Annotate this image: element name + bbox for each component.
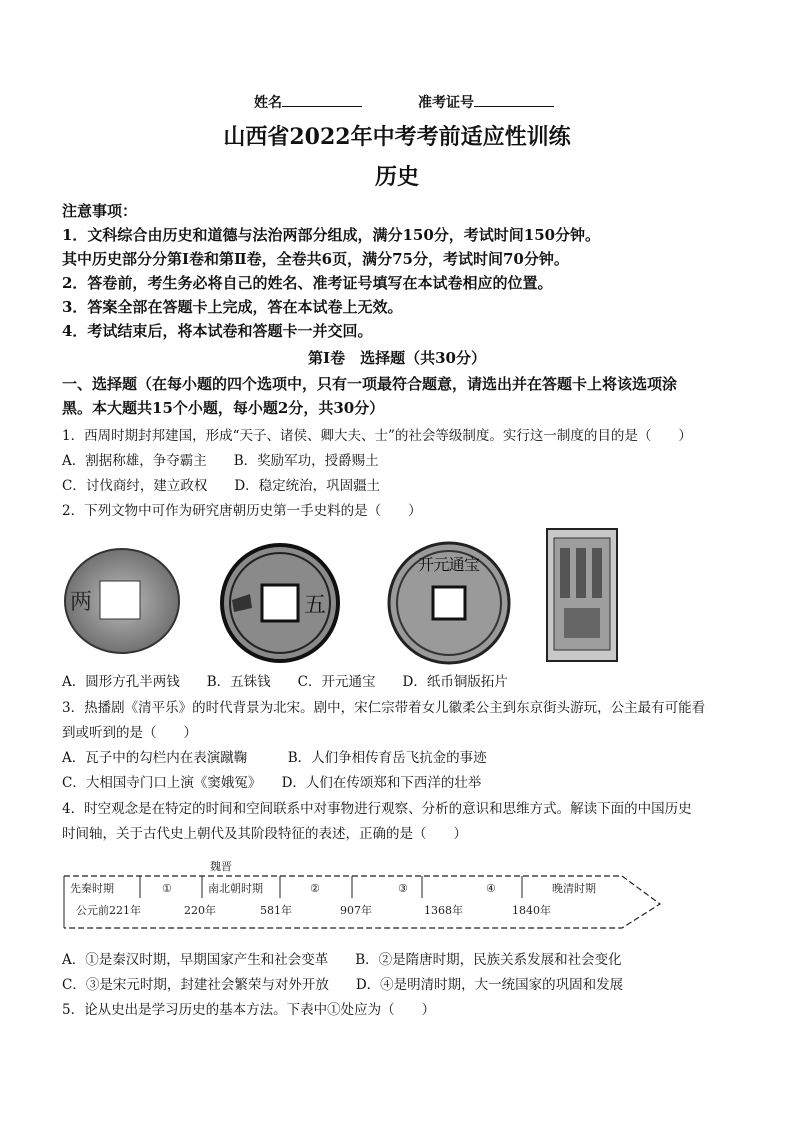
timeline-top-label: 魏晋: [210, 860, 232, 873]
section-instruction: 黑。本大题共15个小题，每小题2分，共30分）: [62, 399, 385, 417]
section-title: 第Ⅰ卷 选择题（共30分）: [308, 349, 486, 367]
note-item: 其中历史部分分第Ⅰ卷和第Ⅱ卷，全卷共6页，满分75分，考试时间70分钟。: [62, 250, 569, 268]
candidate-info-line: [254, 92, 554, 112]
q1-stem: 1．西周时期封邦建国，形成“天子、诸侯、卿大夫、士”的社会等级制度。实行这一制度的目的是（ ）: [62, 428, 692, 444]
timeline-year: 1840年: [512, 904, 551, 917]
coin-char: 两: [70, 590, 93, 615]
timeline-year: 公元前221年: [76, 904, 141, 917]
q1-options-cd: C．讨伐商纣，建立政权 D．稳定统治，巩固疆土: [62, 478, 381, 494]
timeline-segment: ①: [162, 882, 172, 895]
notes-heading: 注意事项：: [62, 202, 138, 220]
timeline-segment: ④: [486, 882, 496, 895]
timeline-segment: 晚清时期: [552, 882, 596, 895]
note-item: 3．答案全部在答题卡上完成，答在本试卷上无效。: [62, 298, 403, 316]
q4-stem: 4．时空观念是在特定的时间和空间联系中对事物进行观察、分析的意识和思维方式。解读下面的中国历史: [62, 801, 692, 817]
q3-options-cd: C．大相国寺门口上演《窦娥冤》 D．人们在传颂郑和下西洋的壮举: [62, 775, 482, 791]
q2-options: A．圆形方孔半两钱 B．五铢钱 C．开元通宝 D．纸币铜版拓片: [62, 674, 508, 690]
name-label: 姓名: [254, 95, 282, 111]
timeline-year: 581年: [260, 904, 292, 917]
note-item: 1．文科综合由历史和道德与法治两部分组成，满分150分，考试时间150分钟。: [62, 226, 601, 244]
wuzhu-coin-image: [218, 542, 342, 664]
timeline-year: 1368年: [424, 904, 463, 917]
banliang-coin-image: [62, 545, 182, 655]
q4-options-cd: C．③是宋元时期，封建社会繁荣与对外开放 D．④是明清时期，大一统国家的巩固和发展: [62, 977, 624, 993]
q3-stem-cont: 到或听到的是（ ）: [62, 725, 197, 741]
kaiyuan-coin-image: [386, 540, 512, 666]
timeline-segment: ②: [310, 882, 320, 895]
timeline-year: 220年: [184, 904, 216, 917]
subject-title: 历史: [374, 164, 419, 190]
coin-char: 开元通宝: [418, 555, 480, 574]
note-item: 2．答卷前，考生务必将自己的姓名、准考证号填写在本试卷相应的位置。: [62, 274, 553, 292]
timeline-segment: 南北朝时期: [208, 882, 263, 895]
timeline-segment: ③: [398, 882, 408, 895]
q5-stem: 5．论从史出是学习历史的基本方法。下表中①处应为（ ）: [62, 1002, 436, 1018]
timeline-year: 907年: [340, 904, 372, 917]
q4-options-ab: A．①是秦汉时期，早期国家产生和社会变革 B．②是隋唐时期，民族关系发展和社会变化: [62, 952, 622, 968]
paper-money-rubbing-image: [546, 528, 618, 662]
q3-options-ab: A．瓦子中的勾栏内在表演蹴鞠 B．人们争相传育岳飞抗金的事迹: [62, 750, 487, 766]
name-blank[interactable]: [282, 106, 362, 107]
q1-options-ab: A．割据称雄，争夺霸主 B．奖励军功，授爵赐土: [62, 453, 379, 469]
q4-stem-cont: 时间轴，关于古代史上朝代及其阶段特征的表述，正确的是（ ）: [62, 826, 467, 842]
section-instruction: 一、选择题（在每小题的四个选项中，只有一项最符合题意，请选出并在答题卡上将该选项涂: [62, 375, 678, 393]
note-item: 4．考试结束后，将本试卷和答题卡一并交回。: [62, 322, 373, 340]
q3-stem: 3．热播剧《清平乐》的时代背景为北宋。剧中，宋仁宗带着女儿徽柔公主到东京街头游玩，公主最有可能看: [62, 700, 706, 716]
id-label: 准考证号: [418, 95, 474, 111]
id-blank[interactable]: [474, 106, 554, 107]
exam-title: 山西省2022年中考考前适应性训练: [223, 124, 571, 150]
history-timeline: [62, 858, 662, 930]
timeline-segment: 先秦时期: [70, 882, 114, 895]
coin-char: 五: [304, 593, 327, 618]
q2-stem: 2．下列文物中可作为研究唐朝历史第一手史料的是（ ）: [62, 503, 422, 519]
